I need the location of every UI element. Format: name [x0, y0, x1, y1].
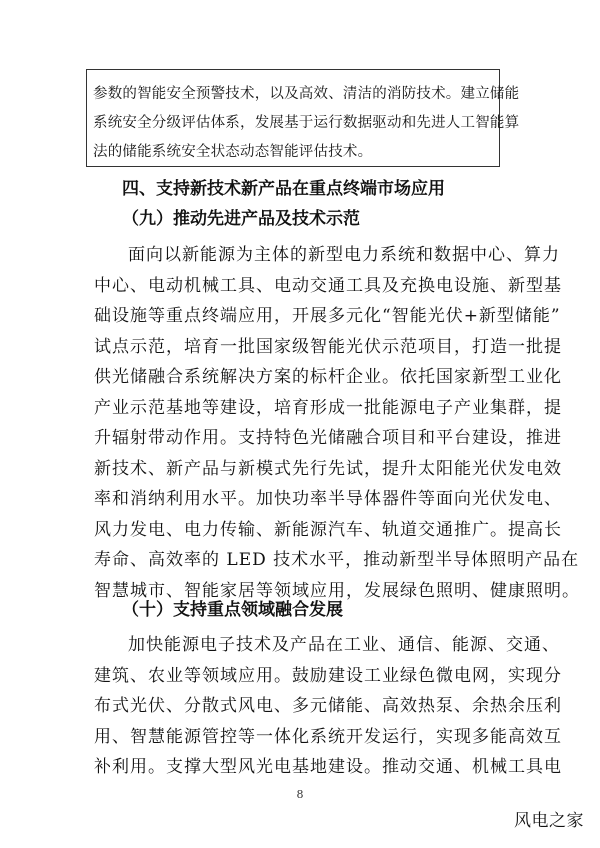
paragraph-9 [94, 240, 580, 606]
section-heading: 四、支持新技术新产品在重点终端市场应用 [122, 179, 445, 199]
boxed-line: 法的储能系统安全状态动态智能评估技术。 [93, 144, 373, 160]
watermark: 风电之家 [514, 811, 584, 831]
boxed-text-block [86, 69, 520, 167]
paragraph-line: 升辐射带动作用。支持特色光储融合项目和平台建设，推进 [94, 428, 562, 448]
paragraph-10 [94, 630, 562, 783]
paragraph-line: 新技术、新产品与新模式先行先试，提升太阳能光伏发电效 [94, 458, 562, 479]
paragraph-line: 用、智慧能源管控等一体化系统开发运行，实现多能高效互 [94, 726, 562, 747]
paragraph-line: 寿命、高效率的 LED 技术水平，推动新型半导体照明产品在 [94, 550, 580, 570]
sub-heading-10: （十）支持重点领域融合发展 [122, 600, 343, 620]
boxed-line: 系统安全分级评估体系，发展基于运行数据驱动和先进人工智能算 [93, 115, 520, 131]
paragraph-line: 风力发电、电力传输、新能源汽车、轨道交通推广。提高长 [94, 519, 562, 540]
paragraph-line: 中心、电动机械工具、电动交通工具及充换电设施、新型基 [94, 275, 562, 296]
paragraph-line: 试点示范，培育一批国家级智能光伏示范项目，打造一批提 [94, 336, 562, 357]
paragraph-line: 供光储融合系统解决方案的标杆企业。依托国家新型工业化 [94, 367, 562, 387]
page-number: 8 [296, 788, 304, 801]
paragraph-line: 智慧城市、智能家居等领域应用，发展绿色照明、健康照明。 [94, 580, 580, 601]
paragraph-line: 率和消纳利用水平。加快功率半导体器件等面向光伏发电、 [94, 489, 562, 509]
paragraph-line: 础设施等重点终端应用，开展多元化“智能光伏+新型储能” [94, 306, 561, 326]
paragraph-line: 布式光伏、分散式风电、多元储能、高效热泵、余热余压利 [94, 696, 562, 716]
paragraph-line: 建筑、农业等领域应用。鼓励建设工业绿色微电网，实现分 [94, 665, 562, 686]
sub-heading-9: （九）推动先进产品及技术示范 [122, 209, 360, 229]
paragraph-line: 加快能源电子技术及产品在工业、通信、能源、交通、 [128, 635, 560, 655]
paragraph-line: 产业示范基地等建设，培育形成一批能源电子产业集群，提 [94, 397, 562, 418]
paragraph-line: 面向以新能源为主体的新型电力系统和数据中心、算力 [128, 245, 560, 265]
boxed-line: 参数的智能安全预警技术，以及高效、清洁的消防技术。建立储能 [93, 86, 520, 102]
paragraph-line: 补利用。支撑大型风光电基地建设。推动交通、机械工具电 [94, 757, 562, 777]
